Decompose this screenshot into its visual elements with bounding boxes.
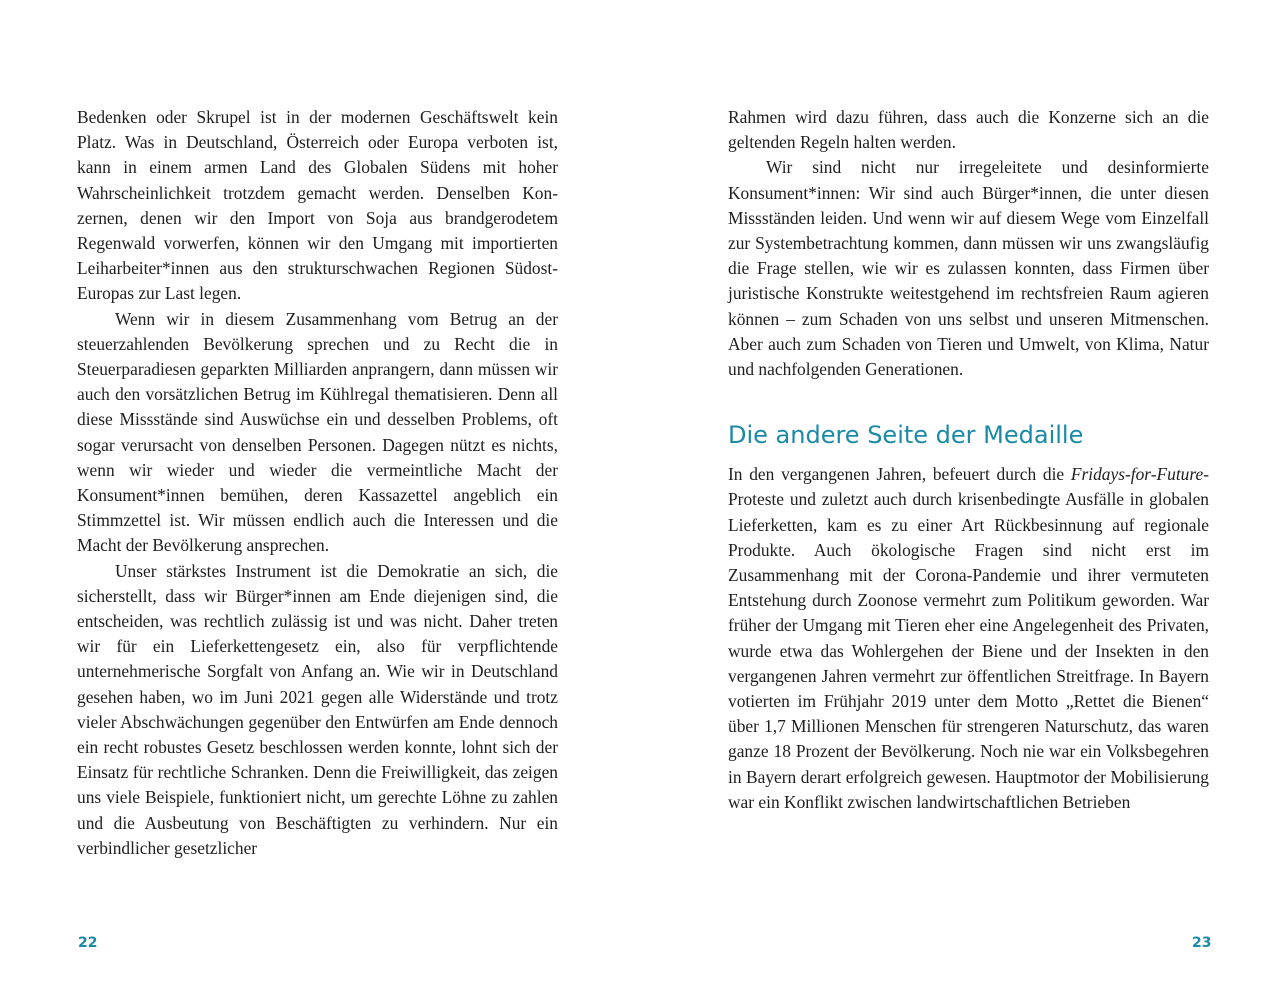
body-paragraph-1: Bedenken oder Skrupel ist in der modernen Geschäftswelt kein Platz. Was in Deutschland, Österreich oder Europa verboten ist, kann in einem armen Land des Globalen Südens mit hoher Wahrscheinlichkeit trotzdem gemacht werden. Denselben Konzernen, denen wir den Import von Soja aus brandgerodetem Regenwald vorwerfen, können wir den Umgang mit importierten Leiharbeiter*innen aus den strukturschwachen Regionen Südost-Europas zur Last legen. [77, 107, 558, 304]
section-heading: Die andere Seite der Medaille [728, 421, 1084, 450]
section-text-start: In den vergangenen Jahren, befeuert durch die [728, 464, 1071, 485]
body-paragraph-2: Wenn wir in diesem Zusammenhang vom Betrug an der steuerzahlenden Bevölkerung sprechen und zu Recht die in Steuerparadiesen geparkten Milliarden anprangern, dann müssen wir auch den vorsätzlichen Betrug im Kühlregal thematisieren. Denn all diese Missstände sind Auswüchse ein und desselben Problems, oft sogar verursacht von denselben Personen. Dagegen nützt es nichts, wenn wir wieder und wieder die vermeintliche Macht der Konsument*innen bemühen, deren Kassazettel angeblich ein Stimmzettel ist. Wir müssen endlich auch die Interessen und die Macht der Bevölkerung ansprechen. [77, 308, 558, 556]
page-number-left: 22 [78, 935, 98, 951]
section-text-rest: -Proteste und zuletzt auch durch krisenbedingte Ausfälle in globalen Lieferketten, kam es zu einer Art Rückbesinnung auf regionale Produkte. Auch ökologische Fragen sind nicht erst im Zusammenhang mit der Corona-Pandemie und ihrer vermuteten Entstehung durch Zoonose vermehrt zum Politikum geworden. War früher der Umgang mit Tieren eher eine Angelegenheit des Privaten, wurde etwa das Wohlergehen der Biene und der Insekten in den vergangenen Jahren vermehrt zur öffentlichen Streitfrage. In Bayern votierten im Frühjahr 2019 unter dem Motto „Rettet die Bienen“ über 1,7 Millionen Menschen für strengeren Naturschutz, das waren ganze 18 Prozent der Bevölkerung. Noch nie war ein Volksbegehren in Bayern derart erfolgreich gewesen. Hauptmotor der Mobilisierung war ein Konflikt zwischen landwirtschaftlichen Betrieben [728, 464, 1209, 812]
right-page [728, 105, 1209, 815]
section-paragraph [728, 462, 1209, 815]
body-paragraph-5: Wir sind nicht nur irregeleitete und desinformierte Konsument*innen: Wir sind auch Bürger*innen, die unter diesen Missständen leiden. Und wenn wir auf diesem Wege vom Einzelfall zur Systembetrachtung kommen, dann müssen wir uns zwangsläufig die Frage stellen, wie wir es zulassen konnten, dass Firmen über juristische Konstrukte weitestgehend im rechtsfreien Raum agieren können – zum Schaden von uns selbst und unseren Mitmenschen. Aber auch zum Schaden von Tieren und Umwelt, von Klima, Natur und nachfolgenden Generationen. [728, 157, 1209, 380]
body-paragraph-4: Rahmen wird dazu führen, dass auch die Konzerne sich an die geltenden Regeln halten werden. [728, 107, 1209, 153]
left-page [77, 105, 558, 861]
section-text-italic: Fridays-for-Future [1070, 464, 1204, 485]
body-paragraph-3: Unser stärkstes Instrument ist die Demokratie an sich, die sicherstellt, dass wir Bürger*innen am Ende diejenigen sind, die entscheiden, was rechtlich zulässig ist und was nicht. Daher treten wir für ein Lieferkettengesetz ein, also für verpflichtende unternehmerische Sorgfalt von Anfang an. Wie wir in Deutschland gesehen haben, wo im Juni 2021 gegen alle Widerstände und trotz vieler Abschwächungen gegenüber den Entwürfen am Ende dennoch ein recht robustes Gesetz beschlossen werden konnte, lohnt sich der Einsatz für rechtliche Schranken. Denn die Freiwilligkeit, das zeigen uns viele Beispiele, funktioniert nicht, um gerechte Löhne zu zahlen und die Ausbeutung von Beschäftigten zu verhindern. Nur ein verbindlicher gesetzlicher [77, 560, 558, 858]
page-number-right: 23 [1192, 935, 1212, 951]
